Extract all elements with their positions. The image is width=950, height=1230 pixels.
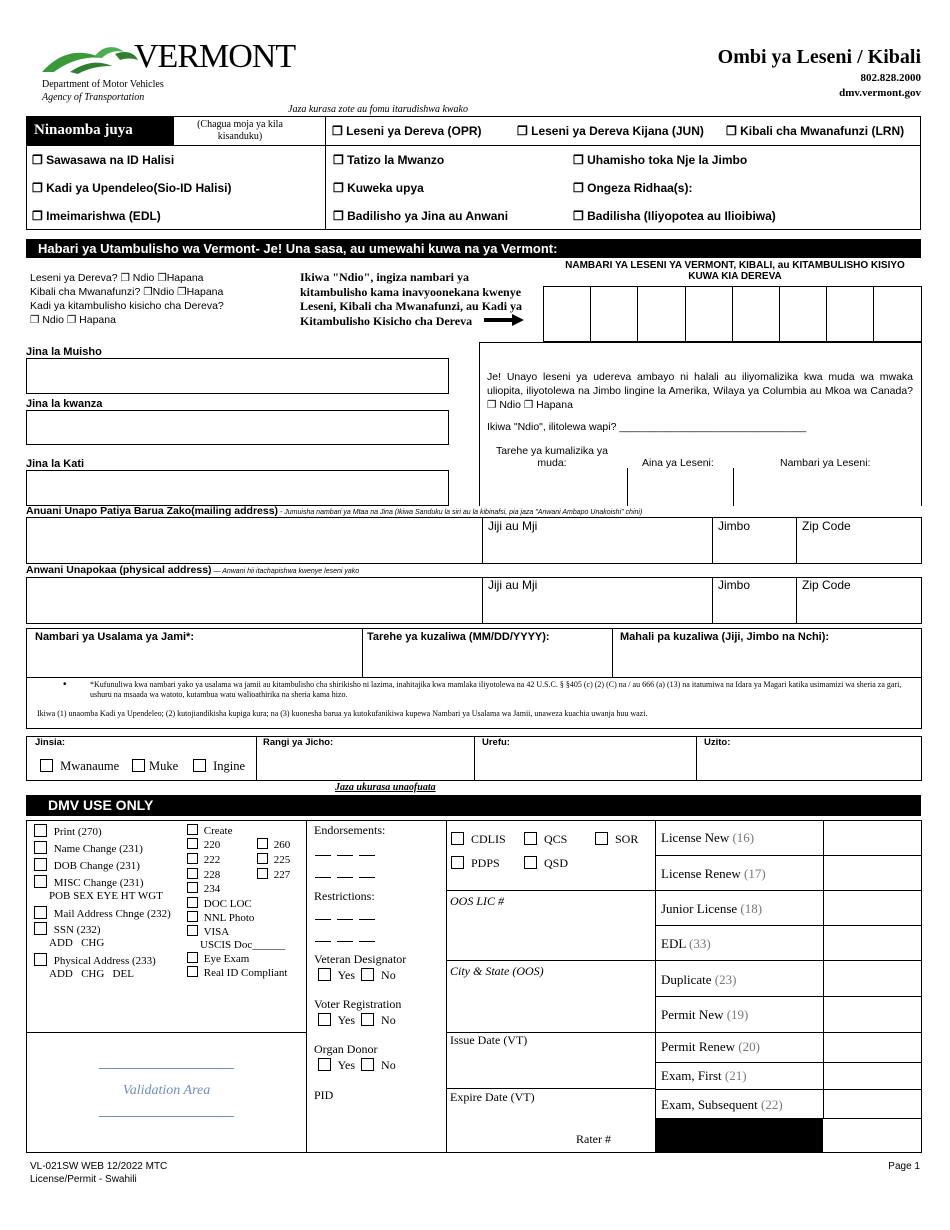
last-name-label: Jina la Muisho xyxy=(26,346,102,358)
fee-edl: EDL (33) xyxy=(661,936,711,951)
sor-option[interactable]: SOR xyxy=(595,832,638,847)
id-section-heading: Habari ya Utambulisho wa Vermont- Je! Una sasa, au umewahi kuwa na ya Vermont: xyxy=(38,241,558,256)
dmv-code-220[interactable]: 220 xyxy=(187,838,220,851)
mailing-label-row xyxy=(26,505,642,517)
dmv-heading: DMV USE ONLY xyxy=(48,797,154,813)
dmv-print[interactable]: Print (270) xyxy=(34,824,184,841)
sex-female-option[interactable]: Muke xyxy=(132,759,178,774)
dmv-code-234[interactable]: 234 xyxy=(187,882,220,895)
page-number: Page 1 xyxy=(888,1161,920,1172)
mailing-city-label: Jiji au Mji xyxy=(488,519,538,533)
weight-label: Uzito: xyxy=(704,737,731,748)
qcs-option[interactable]: QCS xyxy=(524,832,567,847)
form-id: VL-021SW WEB 12/2022 MTC xyxy=(30,1161,168,1172)
issue-date-label: Issue Date (VT) xyxy=(450,1033,528,1047)
ssn-label: Nambari ya Usalama ya Jami*: xyxy=(35,631,194,643)
page-title: Ombi ya Leseni / Kibali xyxy=(717,46,921,68)
dmv-dob-change[interactable]: DOB Change (231) xyxy=(34,858,184,875)
physical-county-label: Jimbo xyxy=(718,578,751,592)
phone: 802.828.2000 xyxy=(860,72,921,84)
fee-exam-subsequent: Exam, Subsequent (22) xyxy=(661,1097,783,1112)
sex-other-checkbox[interactable] xyxy=(193,759,206,772)
veteran-options[interactable]: Yes No xyxy=(318,968,396,983)
logo-text: VERMONT xyxy=(134,38,296,75)
if-yes-instructions: Ikiwa "Ndio", ingiza nambari ya kitambulisho kama inavyoonekana kwenye Leseni, Kibali cha Mwanafunzi, au Kadi ya Kitambulisho Kisicho cha Dereva xyxy=(300,270,523,328)
ssn-field[interactable] xyxy=(27,645,362,676)
qsd-option[interactable]: QSD xyxy=(524,856,568,871)
dmv-physical-options: ADD CHG DEL xyxy=(49,968,134,980)
dmv-doc-loc[interactable]: DOC LOC xyxy=(187,897,252,910)
mailing-note: - Jumuisha nambari ya Mtaa na Jina (Ikiwa Sanduku la siri au la kibinafsi, pia jaza "Anwani Ambapo Unakoishi" chini) xyxy=(278,509,643,516)
dmv-misc-change[interactable]: MISC Change (231) xyxy=(34,875,184,890)
id-number-heading: NAMBARI YA LESENI YA VERMONT, KIBALI, au KITAMBULISHO KISIYO KUWA KIA DEREVA xyxy=(565,260,905,282)
fee-total-blackout xyxy=(656,1119,823,1153)
dmv-code-228[interactable]: 228 xyxy=(187,868,220,881)
apply-label: Ninaomba juya xyxy=(34,122,133,138)
physical-zip-label: Zip Code xyxy=(802,578,851,592)
physical-address-field[interactable] xyxy=(26,577,922,624)
dmv-code-227[interactable]: 227 xyxy=(257,868,290,881)
cdlis-option[interactable]: CDLIS xyxy=(451,832,506,847)
agency-name: Agency of Transportation xyxy=(42,92,145,103)
dmv-ssn-options: ADD CHG xyxy=(49,937,105,949)
dmv-nnl-photo[interactable]: NNL Photo xyxy=(187,911,254,924)
other-license-expire-label: Tarehe ya kumalizika ya muda: xyxy=(495,445,609,469)
other-license-where: Ikiwa "Ndio", ilitolewa wapi? ________________________________ xyxy=(487,421,807,433)
sex-male-checkbox[interactable] xyxy=(40,759,53,772)
fee-junior-license: Junior License (18) xyxy=(661,901,763,916)
eye-label: Rangi ya Jicho: xyxy=(263,737,334,748)
license-type-jun[interactable]: ❐ Leseni ya Dereva Kijana (JUN) xyxy=(517,124,704,138)
option-add-endorsement[interactable]: ❐ Ongeza Ridhaa(s): xyxy=(573,181,693,195)
option-transfer[interactable]: ❐ Uhamisho toka Nje la Jimbo xyxy=(573,153,748,167)
donor-label: Organ Donor xyxy=(314,1042,378,1056)
endorsements-label: Endorsements: xyxy=(314,823,386,837)
expire-date-label: Expire Date (VT) xyxy=(450,1090,535,1104)
q-permit: Kibali cha Mwanafunzi? ❐Ndio ❐Hapana xyxy=(30,286,224,298)
physical-note: — Anwani hii itachapishwa kwenye leseni yako xyxy=(211,568,360,575)
dmv-ssn[interactable]: SSN (232) xyxy=(34,922,184,937)
dob-label: Tarehe ya kuzaliwa (MM/DD/YYYY): xyxy=(367,631,550,643)
middle-name-label: Jina la Kati xyxy=(26,458,85,470)
option-replace[interactable]: ❐ Badilisha (Iliyopotea au Ilioibiwa) xyxy=(573,209,776,223)
ssn-waiver-note: Ikiwa (1) unaomba Kadi ya Upendeleo; (2) kutojiandikisha kupiga kura; na (3) kuonesha barua ya kutokufanikiwa kupewa Nambari ya Usalama wa Jamii, unaweza kuachia uwanja huu wazi. xyxy=(37,709,648,718)
mailing-county-label: Jimbo xyxy=(718,519,751,533)
sex-other-option[interactable]: Ingine xyxy=(193,759,245,774)
validation-area: Validation Area xyxy=(122,1083,211,1098)
endorsement-blanks[interactable] xyxy=(315,843,381,883)
fee-license-new: License New (16) xyxy=(661,830,755,845)
choose-note: (Chagua moja ya kila kisanduku) xyxy=(197,119,283,142)
arrow-right-icon xyxy=(484,314,524,326)
q-id: Kadi ya kitambulisho kisicho cha Dereva? xyxy=(30,300,224,312)
vermont-logo-mark xyxy=(40,42,140,76)
other-license-question: Je! Unayo leseni ya udereva ambayo ni halali au iliyomalizika kwa muda wa mwaka uliopita, iliyotolewa na Jimbo lingine la Amerika, Wilaya ya Columbia au Mkoa wa Canada? ❐ Ndio ❐ Hapana xyxy=(487,371,913,411)
fill-note: Jaza kurasa zote au fomu itarudishwa kwako xyxy=(288,104,468,115)
website: dmv.vermont.gov xyxy=(839,87,921,99)
q-license: Leseni ya Dereva? ❐ Ndio ❐Hapana xyxy=(30,272,204,284)
license-type-opr[interactable]: ❐ Leseni ya Dereva (OPR) xyxy=(332,124,482,138)
dmv-physical-address[interactable]: Physical Address (233) xyxy=(34,953,184,968)
first-name-label: Jina la kwanza xyxy=(26,398,103,410)
dmv-visa[interactable]: VISA xyxy=(187,925,229,938)
dept-name: Department of Motor Vehicles xyxy=(42,79,164,90)
other-license-type-label: Aina ya Leseni: xyxy=(642,457,714,469)
fee-license-renew: License Renew (17) xyxy=(661,866,766,881)
option-privilege-card[interactable]: ❐ Kadi ya Upendeleo(Sio-ID Halisi) xyxy=(32,181,232,195)
dmv-col1 xyxy=(34,824,184,984)
physical-label-row xyxy=(26,564,359,576)
dmv-code-260[interactable]: 260 xyxy=(257,838,290,851)
fee-exam-first: Exam, First (21) xyxy=(661,1068,747,1083)
city-state-label: City & State (OOS) xyxy=(450,964,544,978)
mailing-label: Anuani Unapo Patiya Barua Zako(mailing address) xyxy=(26,505,279,517)
oos-lic-label: OOS LIC # xyxy=(450,894,505,908)
middle-name-field[interactable] xyxy=(26,470,449,506)
mailing-address-field[interactable] xyxy=(26,517,922,564)
option-original[interactable]: ❐ Tatizo la Mwanzo xyxy=(333,153,445,167)
mailing-zip-label: Zip Code xyxy=(802,519,851,533)
pid-label: PID xyxy=(314,1088,334,1102)
dmv-header xyxy=(26,795,921,816)
other-license-number-label: Nambari ya Leseni: xyxy=(780,457,871,469)
next-page-note: Jaza ukurasa unaofuata xyxy=(335,782,436,793)
option-real-id[interactable]: ❐ Sawasawa na ID Halisi xyxy=(32,153,175,167)
fee-duplicate: Duplicate (23) xyxy=(661,972,737,987)
sex-female-checkbox[interactable] xyxy=(132,759,145,772)
physical-label: Anwani Unapokaa (physical address) xyxy=(26,564,212,576)
sex-label: Jinsia: xyxy=(35,737,66,748)
footnote-bullet: • xyxy=(63,679,67,690)
donor-options[interactable]: Yes No xyxy=(318,1058,396,1073)
pdps-option[interactable]: PDPS xyxy=(451,856,500,871)
sex-male-option[interactable]: Mwanaume xyxy=(40,759,119,774)
ssn-footnote: *Kufunuliwa kwa nambari yako ya usalama wa jamii au kitambulisho cha shirikisho ni lazima, inahitajika kwa mamlaka iliyotolewa na 42 U.S.C. § §405 (c) (2) (C) na / au 666 (a) (13) na itatumiwa na Idara ya Magari katika usimamizi wa sheria za gari, ushuru na msaada wa watoto, kutambua watu walioathirika na sheria kama hizo. xyxy=(90,680,902,699)
first-name-field[interactable] xyxy=(26,410,449,445)
option-enhanced[interactable]: ❐ Imeimarishwa (EDL) xyxy=(32,209,161,223)
fee-permit-new: Permit New (19) xyxy=(661,1007,749,1022)
q-id-options: ❐ Ndio ❐ Hapana xyxy=(30,314,116,326)
option-name-address-change[interactable]: ❐ Badilisho ya Jina au Anwani xyxy=(333,209,509,223)
last-name-field[interactable] xyxy=(26,358,449,394)
dmv-misc-fields: POB SEX EYE HT WGT xyxy=(49,890,163,902)
veteran-label: Veteran Designator xyxy=(314,952,407,966)
voter-label: Voter Registration xyxy=(314,997,402,1011)
dmv-code-225[interactable]: 225 xyxy=(257,853,290,866)
voter-options[interactable]: Yes No xyxy=(318,1013,396,1028)
dmv-uscis-doc[interactable]: USCIS Doc______ xyxy=(200,939,286,951)
dmv-create[interactable]: Create xyxy=(187,824,232,837)
dmv-eye-exam[interactable]: Eye Exam xyxy=(187,952,249,965)
physical-city-label: Jiji au Mji xyxy=(488,578,538,592)
form-name: License/Permit - Swahili xyxy=(30,1174,137,1185)
dmv-name-change[interactable]: Name Change (231) xyxy=(34,841,184,858)
fee-permit-renew: Permit Renew (20) xyxy=(661,1039,760,1054)
restrictions-label: Restrictions: xyxy=(314,889,375,903)
height-label: Urefu: xyxy=(482,737,510,748)
dmv-real-id[interactable]: Real ID Compliant xyxy=(187,966,287,979)
rater-label: Rater # xyxy=(576,1132,611,1146)
pob-field[interactable] xyxy=(613,645,921,676)
license-type-lrn[interactable]: ❐ Kibali cha Mwanafunzi (LRN) xyxy=(726,124,905,138)
pob-label: Mahali pa kuzaliwa (Jiji, Jimbo na Nchi): xyxy=(620,631,830,643)
dmv-code-222[interactable]: 222 xyxy=(187,853,220,866)
restriction-blanks[interactable] xyxy=(315,907,381,947)
dmv-mail-address-change[interactable]: Mail Address Chnge (232) xyxy=(34,906,184,922)
dob-field[interactable] xyxy=(363,645,612,676)
option-reinstate[interactable]: ❐ Kuweka upya xyxy=(333,181,424,195)
